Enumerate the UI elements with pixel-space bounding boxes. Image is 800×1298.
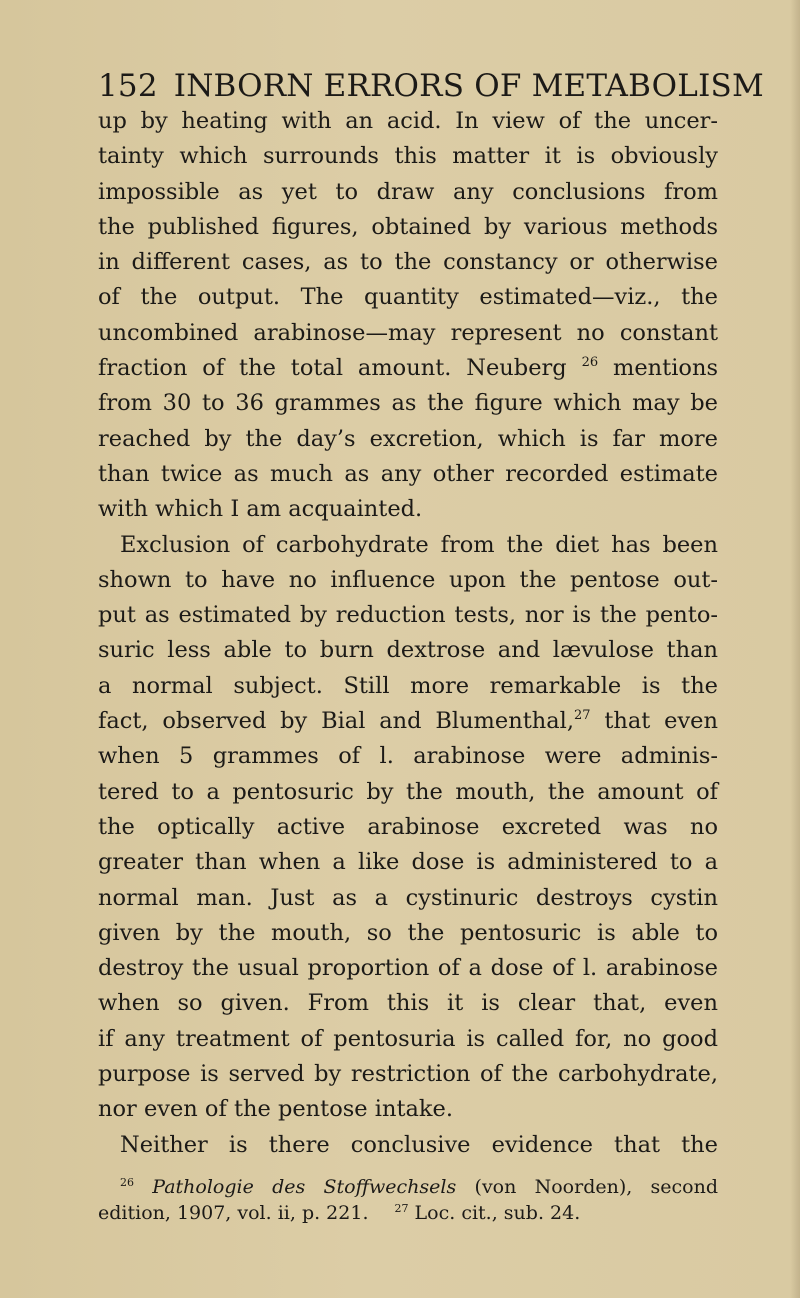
text-line: tainty which surrounds this matter it is obviously — [98, 143, 718, 170]
text-fragment: that even — [604, 708, 718, 735]
text-line: suric less able to burn dextrose and lævulose than — [98, 637, 718, 664]
running-header — [98, 66, 764, 106]
text-line: put as estimated by reduction tests, nor is the pento- — [98, 602, 718, 629]
footnotes — [98, 1174, 718, 1226]
text-line: nor even of the pentose intake. — [98, 1096, 454, 1123]
text-line: than twice as much as any other recorded estimate — [98, 460, 718, 487]
text-line: shown to have no influence upon the pentose out- — [98, 566, 718, 593]
text-line: when 5 grammes of l. arabinose were adminis- — [98, 743, 718, 770]
running-title: INBORN ERRORS OF METABOLISM — [173, 68, 764, 104]
text-line: if any treatment of pentosuria is called for, no good — [98, 1025, 718, 1052]
footnote-marker-26: 26 — [120, 1176, 134, 1189]
text-line: purpose is served by restriction of the carbohydrate, — [98, 1061, 718, 1088]
footnote-26-continuation: edition, 1907, vol. ii, p. 221. — [98, 1202, 369, 1224]
paragraph-start-line: Neither is there conclusive evidence that the — [120, 1131, 718, 1158]
text-line: the optically active arabinose excreted was no — [98, 813, 718, 840]
text-line: the published figures, obtained by various methods — [98, 213, 718, 240]
text-line: impossible as yet to draw any conclusions from — [98, 178, 718, 205]
footnote-26-continuation-line — [98, 1200, 718, 1226]
text-line: tered to a pentosuric by the mouth, the amount of — [98, 778, 718, 805]
text-fragment: fact, observed by Bial and Blumenthal, — [98, 708, 574, 735]
body-text — [98, 104, 718, 1163]
footnote-26-text: (von Noorden), second — [474, 1176, 719, 1198]
text-line-with-ref-27 — [98, 704, 718, 739]
text-line: of the output. The quantity estimated—viz., the — [98, 284, 718, 311]
page-number: 152 — [98, 68, 158, 104]
text-fragment: fraction of the total amount. Neuberg — [98, 355, 567, 382]
page-edge-shadow — [790, 0, 800, 1298]
text-line: with which I am acquainted. — [98, 496, 423, 523]
footnote-marker-27: 27 — [394, 1202, 409, 1215]
footnote-26-title: Pathologie des Stoffwechsels — [152, 1176, 457, 1198]
text-line: normal man. Just as a cystinuric destroys cystin — [98, 884, 718, 911]
text-line: uncombined arabinose—may represent no constant — [98, 319, 718, 346]
text-line: reached by the day’s excretion, which is far more — [98, 425, 718, 452]
paragraph-start-line: Exclusion of carbohydrate from the diet has been — [120, 531, 718, 558]
text-fragment: mentions — [613, 355, 718, 382]
text-line: destroy the usual proportion of a dose of l. arabinose — [98, 955, 718, 982]
text-line-with-ref-26 — [98, 351, 718, 386]
footnote-ref-27: 27 — [574, 708, 591, 724]
footnote-27-text: Loc. cit., sub. 24. — [414, 1202, 581, 1224]
text-line: in different cases, as to the constancy or otherwise — [98, 249, 718, 276]
text-line: from 30 to 36 grammes as the figure which may be — [98, 390, 718, 417]
footnote-26 — [98, 1174, 718, 1200]
text-line: greater than when a like dose is administered to a — [98, 849, 718, 876]
text-line: given by the mouth, so the pentosuric is able to — [98, 919, 718, 946]
text-line: a normal subject. Still more remarkable is the — [98, 672, 718, 699]
text-line: when so given. From this it is clear that, even — [98, 990, 718, 1017]
text-line: up by heating with an acid. In view of the uncer- — [98, 108, 718, 134]
footnote-ref-26: 26 — [581, 355, 599, 371]
